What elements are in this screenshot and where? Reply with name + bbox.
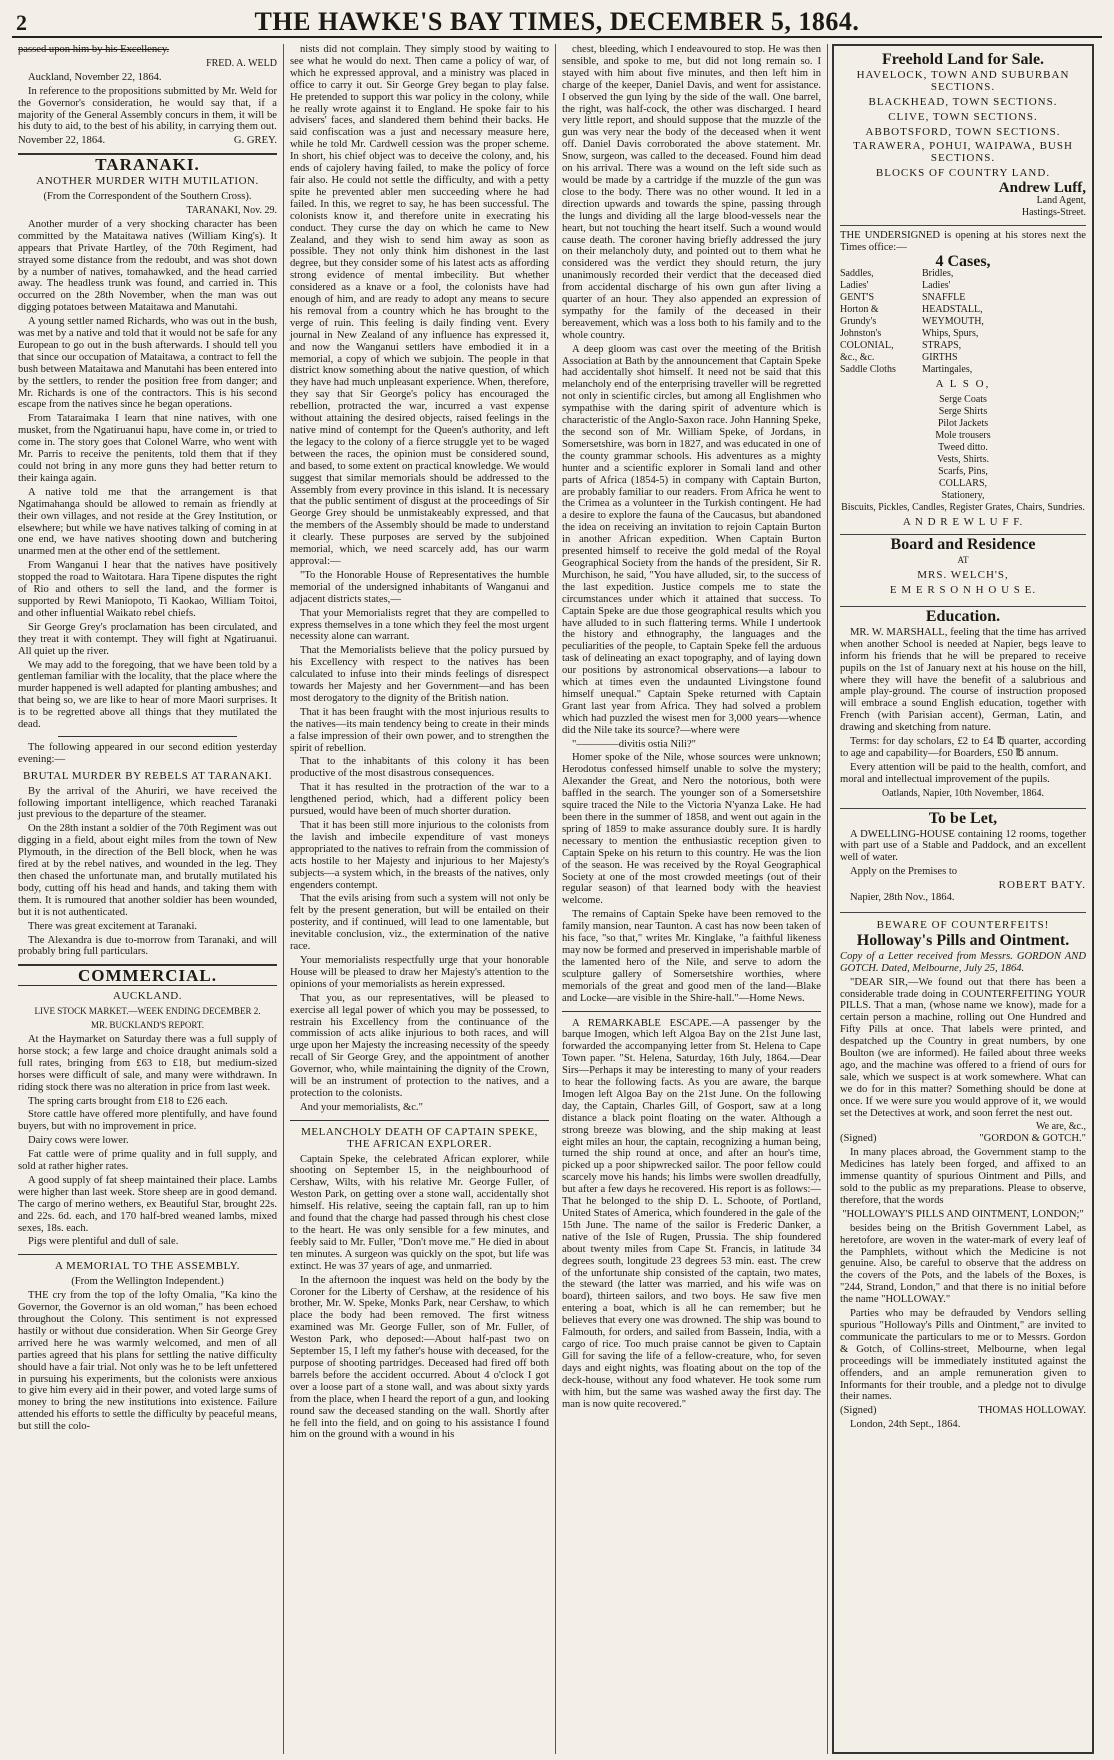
- paragraph: A young settler named Richards, who was out in the bush, was met by a native and told that it would not be safe for any European to go out in the bush afterwards. I should tell you that since our occupation of Mataitawa, a contract to fell the bush between Mataitawa and Manutahi has been entered into by the settlers, to render the position free from danger; and Mr. Richards is one of the contractors. This is his second escape from the natives since he began operations.: [18, 316, 277, 411]
- ad-line: ABBOTSFORD, TOWN SECTIONS.: [865, 125, 1061, 138]
- col1-top-place: Auckland, November 22, 1864.: [28, 71, 162, 83]
- board-house: E M E R S O N H O U S E.: [889, 584, 1037, 597]
- stores-also: A L S O,: [935, 377, 991, 390]
- paragraph: That you, as our representatives, will be pleased to exercise all legal power of which you may be possessed, to restrain his Excellency from the continuance of the commission of acts alike injurious to both races, and will urge upon her Majesty the increasing necessity of the speedy recall of Sir George Grey, and the appointment of another Governor, who, while maintaining the dignity of the Crown, will be an instrument of protection to the natives, and a protection to the colonists.: [290, 992, 549, 1099]
- remarkable-escape-article: [562, 1018, 821, 1411]
- paragraph: And your memorialists, &c.": [300, 1101, 423, 1113]
- paragraph: From Tataraimaka I learn that nine natives, with one musket, from the Ngatiruanui hapu, have come in, or tried to come in. The story goes that Colonel Warre, who went with Mr. Parris to receive the penitents, told them that if they could not bring in any more guns they had better return to their kainga again.: [18, 413, 277, 484]
- goods-item: [1004, 352, 1086, 364]
- paragraph: chest, bleeding, which I endeavoured to stop. He was then sensible, and spoke to me, but did not long remain so. I stayed with him about five minutes, and then left him in charge of the keeper, Daniel Davis, and went for assistance. I observed the gun lying by the side of the wall. One barrel, the right, was half-cock, the other was discharged. I heard very little report, and should suppose that the muzzle of the gun was very near the body of the deceased when it went off. Daniel Davis corroborated the above statement. Mr. Snow, surgeon, was called to the deceased. Found him dead on his arrival. There was a wound on the left side such as would be made by a cartridge if the muzzle of the gun was close to the body. There was no other wound. It led in a direction upwards and towards the spine, passing through the lungs and dividing all the large blood-vessels near the heart, but not touching the heart itself. Such a wound would cause death. The coroner having briefly addressed the jury on their melancholy duty, and pointed out to them what he considered was the verdict they should return, the jury unanimously recorded their verdict that the deceased died from accidental discharge of his own gun after living a quarter of an hour. They also appended an expression of sympathy for the family of the deceased in their bereavement, which was a loss both to his family and to the whole country.: [562, 44, 821, 341]
- holloway-copy: Copy of a Letter received from Messrs. GORDON AND GOTCH. Dated, Melbourne, July 25, 1864.: [840, 950, 1086, 974]
- goods-item: Ladies': [922, 279, 951, 291]
- goods-also-item: Vests, Shirts.: [937, 453, 989, 465]
- ad-line: BLACKHEAD, TOWN SECTIONS.: [868, 95, 1058, 108]
- board-title: Board and Residence: [890, 536, 1036, 554]
- paragraph: "————divitis ostia Nili?": [572, 738, 697, 750]
- freehold-signature: Andrew Luff,: [998, 180, 1086, 197]
- memorial-source: (From the Wellington Independent.): [71, 1276, 224, 1288]
- paragraph: That the evils arising from such a system will not only be felt by the present generation, but will be entailed on their posterity, and if continued, will lead to one lamentable, but inevitable conclusion, viz., the extermination of the native race.: [290, 893, 549, 953]
- goods-item: Johnston's: [840, 327, 882, 339]
- paragraph: That it has been still more injurious to the colonists from the lavish and imbecile expenditure of vast moneys appropriated to the natives to refrain from the commission of acts hostile to her Majesty and injurious to her Majesty's subjects—a system which, in the breasts of the natives, only engenders contempt.: [290, 820, 549, 891]
- advertisements-column: [832, 44, 1094, 1754]
- paragraph: A native told me that the arrangement is that Ngatimahanga should be allowed to remain as friendly at their own villages, and not reside at the Grey Institution, or elsewhere; but while we have natives talking of coming in at one end, we have natives shooting down and butchering unarmed men at the other end of the settlement.: [18, 486, 277, 558]
- paragraph: The remains of Captain Speke have been removed to the family mansion, near Taunton. A cast has now been taken of his face, "so that," writes Mr. Kinglake, "a faithful likeness may now be formed and preserved in imperishable marble of the lamented hero of the Nile, and serve to adorn the sculpture gallery of Somersetshire worthies, where memorials of the great and good men of the land—Blake and Locke—are visible in the Shire-hall."—Home News.: [562, 909, 821, 1004]
- stores-cases: 4 Cases,: [935, 252, 991, 270]
- to-let-name: ROBERT BATY.: [998, 879, 1086, 892]
- paragraph: That to the inhabitants of this colony it has been productive of the most disastrous consequences.: [290, 756, 549, 780]
- paragraph: A good supply of fat sheep maintained their place. Lambs were higher than last week. Store sheep are in good demand. The cargo of merino wethers, ex Beautiful Star, brought 22s. and 22s. 6d. each, and 170 half-bred weaned lambs, mixed sexes, 18s. each.: [18, 1174, 277, 1234]
- goods-also-item: Tweed ditto.: [938, 441, 988, 453]
- paragraph: By the arrival of the Ahuriri, we have received the following important intelligence, which reached Taranaki just previous to the departure of the steamer.: [18, 785, 277, 821]
- holloway-body-3: Parties who may be defrauded by Vendors selling spurious "Holloway's Pills and Ointment," are invited to communicate the particulars to me or to Messrs. Gordon & Gotch, of Collins-street, Melbourne, when legal proceedings will be immediately instituted against the offenders, and an ample remuneration given to Informants for their trouble, and a pledge not to divulge their names.: [840, 1308, 1086, 1403]
- goods-item: COLONIAL,: [840, 339, 894, 351]
- ad-line: HAVELOCK, TOWN AND SUBURBAN SECTIONS.: [856, 68, 1070, 93]
- col1-top-signature: FRED. A. WELD: [206, 57, 277, 69]
- paragraph: MR. W. MARSHALL, feeling that the time has arrived when another School is needed at Napier, begs leave to inform his friends that he will be prepared to receive pupils on the 1st of January next at his house on the hill, where they will have the benefit of a salubrious and ample play-ground. The course of instruction proposed will embrace a sound English education, together with French (with Parisian accent), German, Latin, and drawing and sketching from nature.: [840, 626, 1086, 734]
- to-let-body: A DWELLING-HOUSE containing 12 rooms, together with part use of a Stable and Paddock, and an excellent well of water.: [840, 828, 1086, 864]
- holloway-sig-label: (Signed): [840, 1405, 877, 1417]
- ad-line: BLOCKS OF COUNTRY LAND.: [875, 167, 1051, 180]
- goods-item: HEADSTALL,: [922, 303, 983, 315]
- holloway-letter: "DEAR SIR,—We found out that there has been a considerable trade doing in COUNTERFEITING YOUR PILLS. That a man, (whose name we know), made for a certain person a machine, rolling out One Hundred and Fifty Pills at once. That labels were printed, and despatched up the Country in great numbers, by one Boulton (we are informed). He failed about three weeks ago, and the machine was offered to a friend of ours for sale, which we suspect is at work somewhere. What can we do for in this matter? Something should be done at once. If we were sure you would approve of it, we would set the Detectives at work, and soon ferret the nest out.: [840, 976, 1086, 1119]
- goods-item: &c., &c.: [840, 351, 875, 363]
- murder-source: (From the Correspondent of the Southern Cross).: [43, 191, 252, 203]
- freehold-address: Hastings-Street.: [1021, 206, 1086, 218]
- goods-item: Bridles,: [922, 267, 954, 279]
- auckland-headline: AUCKLAND.: [113, 990, 182, 1003]
- col1-top-paragraph: In reference to the propositions submitted by Mr. Weld for the Governor's consideration, he would say that, if a majority of the General Assembly concurs in them, it will be his duty to aid, to the best of his ability, in carrying them out.: [18, 85, 277, 133]
- goods-item: [1004, 304, 1086, 316]
- brutal-murder-article: [18, 786, 277, 959]
- paragraph: The Alexandra is due to-morrow from Taranaki, and will probably bring full particulars.: [18, 934, 277, 958]
- paragraph: Homer spoke of the Nile, whose sources were unknown; Herodotus confessed himself unable to solve the mystery; Alexander the Great, and Nero the notorious, both were baffled in the search. The younger son of a Somersetshire squire traced the Nile to the Victoria N'yanza Lake. He had been there in the summer of 1858, and went out again in the spring of 1859 to make assurance doubly sure. It is hardly necessary to mention the enthusiastic reception given to Captain Speke on his return to this country. He was the lion of the season. He was received by the Royal Geographical Society at one of the most crowded meetings (out of their regular season) of that learned body with the heaviest welcome.: [562, 752, 821, 907]
- goods-item: GENT'S: [840, 291, 875, 303]
- paragraph: Terms: for day scholars, £2 to £4 ℔ quarter, according to age and capability—for Boarders, £50 ℔ annum.: [840, 736, 1086, 759]
- beware-line: BEWARE OF COUNTERFEITS!: [876, 918, 1050, 931]
- holloway-signed-label: (Signed): [840, 1133, 877, 1145]
- goods-item: Grundy's: [840, 315, 877, 327]
- col1-top-signature-2: G. GREY.: [233, 135, 277, 147]
- paragraph: There was great excitement at Taranaki.: [28, 920, 198, 932]
- paragraph: That it has resulted in the protraction of the war to a lengthened period, which, had a different policy been pursued, would have been of much shorter duration.: [290, 782, 549, 818]
- goods-also-item: Serge Shirts: [938, 405, 988, 417]
- goods-also-item: Stationery,: [941, 489, 985, 501]
- goods-also-item: Mole trousers: [935, 429, 991, 441]
- education-ad: [840, 607, 1086, 809]
- goods-item: WEYMOUTH,: [922, 315, 984, 327]
- holloway-regards: We are, &c.,: [1036, 1121, 1086, 1133]
- paragraph: Dairy cows were lower.: [28, 1135, 129, 1147]
- murder-dateline: TARANAKI, Nov. 29.: [186, 204, 277, 216]
- memorial-headline: A MEMORIAL TO THE ASSEMBLY.: [54, 1260, 241, 1273]
- paragraph: nists did not complain. They simply stood by waiting to see what he would do next. Then came a policy of war, of which he expressed approval, and a ministry was placed in office to carry it out. Sir George Grey began to play false. He pretended to support this war policy in the colony, while he really wrote against it to England. He spoke fair to his advisers' faces, and slandered them behind their backs. He said confiscation was a just and necessary measure here, while he told Mr. Cardwell cession was the proper scheme. In short, his chief object was to deceive the colony, and, his ends of cajolery having failed, to make the policy of force fair also. He could not settle the difficulty, and with a petty spite he prevented abler men succeeding where he had failed. In this, we regret to say, he has been successful. The colonists know it, and therefore unite in execrating his conduct. They curse the day on which he came to New Zealand, and they wish to send him away as soon as possible. They not only think him dishonest in the last degree, but they consider some of his latest acts as affording strong evidence of mental imbecility. But whether considered as a knave or a fool, the colonists have had enough of him, and are ready to adopt any means to secure his removal from a country which he has brought to the verge of ruin. This feeling is daily finding vent. Every journal in New Zealand of any influence has expressed it, and now the Wanganui settlers have embodied it in a memorial, a copy of which we subjoin. The people in that district know something about the native question, of which they have had much unpleasant experience. When, therefore, they say that Sir George's policy has encouraged the rebellion, protracted the war, incurred a vast expense without attaining the desired objects, raised feelings in the native mind of contempt for the Queen's authority, and left the legacy to the colony of a fierce struggle yet to be waged between the races, the opinion must be considered sound, and based, to some extent on practical knowledge. We would suggest that similar memorials should be addressed to the Assembly from every province in this island. It is necessary that the public sentiment of disgust at the proceedings of Sir George Grey should be unmistakeably expressed, and that the members of the Assembly should be made to understand it clearly. These purposes are served by the subjoined memorial, which, we need scarcely add, has our warm approval:—: [290, 44, 549, 567]
- ad-line: CLIVE, TOWN SECTIONS.: [888, 110, 1038, 123]
- stores-ad: [840, 226, 1086, 536]
- paragraph: That your Memorialists regret that they are compelled to express themselves in a tone which they feel the most urgent necessity alone can warrant.: [290, 607, 549, 643]
- speke-headline: MELANCHOLY DEATH OF CAPTAIN SPEKE, THE AFRICAN EXPLORER.: [301, 1125, 538, 1150]
- col1-top-date: November 22, 1864.: [18, 135, 106, 147]
- board-at: AT: [957, 555, 969, 566]
- paragraph: Another murder of a very shocking character has been committed by the Mataitawa natives (William King's). It appears that Private Hartley, of the 70th Regiment, had strayed some distance from the redoubt, and was shot down by a number of natives, tomahawked, and the head carried away. The headless trunk was found, and carried in. This occurred on the 28th November, when the man was out digging potatoes between Mataitawa and Manutahi.: [18, 218, 277, 314]
- holloway-signature-row: [840, 1133, 1086, 1145]
- holloway-sig-name: THOMAS HOLLOWAY.: [978, 1405, 1086, 1417]
- paragraph: Fat cattle were of prime quality and in full supply, and sold at rather higher rates.: [18, 1149, 277, 1173]
- to-let-ad: [840, 809, 1086, 913]
- paragraph: That it has been fraught with the most injurious results to the natives—its main tendency being to create in their minds a false impression of their own power, and to strengthen the spirit of rebellion.: [290, 706, 549, 754]
- goods-also-item: Biscuits, Pickles, Candles, Register Grates, Chairs, Sundries.: [841, 501, 1085, 513]
- stores-signature: A N D R E W L U F F.: [902, 515, 1024, 528]
- paragraph: Store cattle have offered more plentifully, and have found buyers, but with no improvement in price.: [18, 1109, 277, 1133]
- ad-line: TARAWERA, POHUI, WAIPAWA, BUSH SECTIONS.: [853, 140, 1073, 165]
- second-edition-intro: The following appeared in our second edition yesterday evening:—: [18, 741, 277, 765]
- goods-item: [1004, 280, 1086, 292]
- paragraph: Captain Speke, the celebrated African explorer, while shooting on September 15, in the neighbourhood of Cershaw, Wilts, with his relative Mr. George Fuller, of Weston Park, on getting over a stone wall, accidentally shot himself. His relative, seeing the captain fall, ran up to him and found that the charge had passed through his chest close to the heart. He was only sensible for a few minutes, and feebly said to Mr. Fuller, "Don't move me." He died in about ten minutes. A surgeon was quickly on the spot, but life was extinct. He was 37 years of age, and unmarried.: [290, 1153, 549, 1272]
- goods-item: Horton &: [840, 303, 879, 315]
- goods-item: [1004, 268, 1086, 280]
- holloway-title: Holloway's Pills and Ointment.: [856, 931, 1070, 949]
- paragraph: In the afternoon the inquest was held on the body by the Coroner for the Liberty of Cershaw, at the residence of his brother, Mr. W. Speke, Monks Park, near Cershaw, to which place the body had been removed. The first witness examined was Mr. George Fuller, son of Mr. Fuller, of Weston Park, who deposed:—About half-past two on September 15, I left my father's house with deceased, for the purpose of shooting partridges. Deceased had fired off both barrels before the accident occurred. About 4 o'clock I got over a loose part of a stone wall, and was about sixty yards from the place, when I heard the report of a gun, and looking round saw the deceased standing on the wall. Shortly after he fell into the field, and on going to his assistance I found him on the ground with a wound in his: [290, 1274, 549, 1441]
- speke-continued: [562, 44, 821, 1005]
- goods-also-item: Pilot Jackets: [937, 417, 989, 429]
- goods-item: Martingales,: [922, 363, 973, 375]
- goods-item: [1004, 340, 1086, 352]
- taranaki-title: TARANAKI.: [18, 153, 277, 171]
- holloway-final-signature: [840, 1405, 1086, 1417]
- paragraph: The spring carts brought from £18 to £26 each.: [28, 1095, 228, 1107]
- paragraph: We may add to the foregoing, that we have been told by a gentleman familiar with the locality, that the place where the murder happened is well adapted for planting ambushes; and that being so, we are like to hear of more Maori surprises. It is to be regretted above all things that they mutilated the dead.: [18, 659, 277, 731]
- paragraph: Sir George Grey's proclamation has been circulated, and they treat it with contempt. They will fight at Ngatiruanui. All quiet up the river.: [18, 621, 277, 657]
- livestock-headline: LIVE STOCK MARKET.—WEEK ENDING DECEMBER 2.: [34, 1006, 261, 1017]
- holloway-sig-date: London, 24th Sept., 1864.: [850, 1419, 961, 1431]
- goods-item: Saddles,: [840, 267, 874, 279]
- freehold-title: Freehold Land for Sale.: [881, 51, 1045, 68]
- freehold-role: Land Agent,: [1036, 195, 1086, 207]
- holloway-quote: "HOLLOWAY'S PILLS AND OINTMENT, LONDON;": [842, 1208, 1084, 1220]
- column-2: [284, 44, 556, 1754]
- paragraph: At the Haymarket on Saturday there was a full supply of horse stock; a few large and choice draught animals sold a full rates, bringing from £63 to £18, but medium-sized horses were difficult of sale, and many were withdrawn. In riding stock there was no alteration in price from last week.: [18, 1033, 277, 1093]
- holloway-ad: [840, 913, 1086, 1439]
- board-residence-ad: [840, 535, 1086, 607]
- goods-also-item: Scarfs, Pins,: [938, 465, 988, 477]
- col1-top-footer: [18, 135, 277, 147]
- paragraph: "To the Honorable House of Representatives the humble memorial of the undersigned inhabitants of Wanganui and adjacent districts states,—: [290, 569, 549, 605]
- col1-top-line: passed upon him by his Excellency.: [18, 44, 170, 55]
- goods-item: [1004, 328, 1086, 340]
- paragraph: Your memorialists respectfully urge that your honorable House will be pleased to draw her Majesty's attention to the opinions of your memorialists as herein expressed.: [290, 954, 549, 990]
- freehold-lines: [840, 70, 1086, 180]
- goods-item: [1004, 364, 1086, 376]
- divider: [562, 1011, 821, 1012]
- education-title: Education.: [925, 608, 1001, 626]
- goods-item: [1004, 316, 1086, 328]
- goods-also-item: Serge Coats: [939, 393, 987, 405]
- goods-item: Ladies': [840, 279, 869, 291]
- goods-grid: [840, 268, 1086, 376]
- holloway-body: In many places abroad, the Government stamp to the Medicines has lately been forged, and affixed to an immense quantity of spurious Ointment and Pills, and sold to the public as my preparations. Please to observe, therefore, that the words: [840, 1147, 1086, 1206]
- to-let-date: Napier, 28th Nov., 1864.: [850, 892, 955, 904]
- to-let-title: To be Let,: [928, 809, 998, 827]
- divider: [18, 1254, 277, 1255]
- paragraph: Every attention will be paid to the health, comfort, and moral and intellectual improvement of the pupils.: [840, 761, 1086, 785]
- to-let-apply: Apply on the Premises to: [850, 866, 958, 878]
- goods-item: GIRTHS: [922, 351, 958, 363]
- board-name: MRS. WELCH'S,: [917, 569, 1009, 582]
- speke-article: [290, 1154, 549, 1442]
- goods-also-item: COLLARS,: [938, 477, 988, 489]
- memorial-continued: [290, 44, 549, 1114]
- paragraph: A deep gloom was cast over the meeting of the British Association at Bath by the announcement that Captain Speke had accidentally shot himself. It need not be said that this melancholy end of the enterprising traveller will be regretted not only in scientific circles, but among all Englishmen who sympathise with the daring spirit of adventure which is characteristic of the Anglo-Saxon race. John Hanning Speke, the second son of Mr. William Speke, of Jordans, in Somersetshire, was born in 1827, and was educated in one of the county grammar schools. His adventures as a mighty hunter and a scientific explorer in Somali land and other parts of Africa (1854-5) in company with Captain Burton, are probably familiar to our readers. From Africa he went to the Crimea as a volunteer in the Turkish contingent. He had a desire to explore the fauna of the Caucasus, but abandoned the idea on receiving an invitation to rejoin Captain Burton in another African expedition. When Captain Burton presented himself to receive the gold medal of the Royal Geographical Society from the hands of the president, Sir R. Murchison, he said, "You have alluded, sir, to the success of the last expedition. Justice compels me to state the circumstances under which it attained that success. To Captain Speke are due those geographical results which you have alluded to in such flattering terms. While I undertook the history and ethnography, the languages and the peculiarities of the people, to Captain Speke fell the arduous task of delineating an exact topography, and of laying down our positions by astronomical observations—a labour to which at times even the undaunted Livingstone found himself unequal." Captain Speke returned with Captain Grant last year from Africa. They had solved a problem which had puzzled the wisest men for 3,000 years—whence did the Nile take its source?—where were: [562, 343, 821, 736]
- column-3: [556, 44, 828, 1754]
- paragraph: On the 28th instant a soldier of the 70th Regiment was out digging in a field, about eight miles from the town of New Plymouth, in the direction of the Bell block, when he was fired at by the rebel natives, and wounded in the leg. They then chased the unfortunate man, and brutally mutilated his body, cutting off his head and hands, and taking them with them. It is rumoured that another soldier has been wounded, but it is not authenticated.: [18, 823, 277, 918]
- stores-intro: THE UNDERSIGNED is opening at his stores next the Times office:—: [840, 229, 1086, 253]
- column-1: [12, 44, 284, 1754]
- goods-item: Whips, Spurs,: [922, 327, 979, 339]
- divider: [58, 736, 237, 737]
- page-number: 2: [16, 10, 27, 35]
- brutal-murder-headline: BRUTAL MURDER BY REBELS AT TARANAKI.: [22, 769, 273, 782]
- holloway-signer: "GORDON & GOTCH.": [979, 1133, 1086, 1145]
- commercial-title: COMMERCIAL.: [18, 964, 277, 986]
- goods-item: SNAFFLE: [922, 291, 966, 303]
- commercial-article: [18, 1034, 277, 1248]
- goods-item: [1004, 292, 1086, 304]
- murder-article: [18, 219, 277, 731]
- murder-headline: ANOTHER MURDER WITH MUTILATION.: [36, 175, 259, 188]
- goods-item: STRAPS,: [922, 339, 962, 351]
- goods-item: Saddle Cloths: [840, 363, 896, 375]
- education-date: Oatlands, Napier, 10th November, 1864.: [882, 787, 1044, 799]
- goods-also-list: [840, 394, 1086, 514]
- education-body: [840, 627, 1086, 786]
- holloway-body-2: besides being on the British Government Label, as heretofore, are woven in the water-mark of every leaf of the Pamphlets, without which the Medicine is not genuine. Also, be careful to observe that the address on the covers of the Pots, and the labels of the Boxes, is "244, Strand, London," and that there is no initial before the name "HOLLOWAY.": [840, 1222, 1086, 1306]
- report-headline: MR. BUCKLAND'S REPORT.: [91, 1020, 204, 1031]
- columns: [12, 44, 1102, 1754]
- divider: [290, 1120, 549, 1121]
- paragraph: From Wanganui I hear that the natives have positively stopped the road to Waitotara. Hara Tipene disputes the right of Rio and others to sell the land, and the former is supported by Rewi Maniopoto, Ti Kaokao, William Toitoi, and other influential Waikato rebel chiefs.: [18, 560, 277, 619]
- masthead: [12, 8, 1102, 38]
- paragraph: A REMARKABLE ESCAPE.—A passenger by the barque Imogen, which left Algoa Bay on the 21st June last, forwarded the accompanying letter from St. Helena to Cape Town paper. "St. Helena, Saturday, 16th July, 1864.—Dear Sirs—Perhaps it may be interesting to many of your readers to hear the following facts. As you are aware, the barque Imogen left Algoa Bay on the 21st June. On the following day, the Captain, Charles Gill, of Gosport, saw at a long distance a black point floating on the water. Although a strong breeze was blowing, and the ship making at least eight miles an hour, the captain, recognizing a human being, turned the ship round at once, and after an hour's time, picked up a poor shipwrecked sailor. The poor fellow could scarcely move his hands; his limbs were swollen dreadfully, but after a few days he recovered. His report is as follows:—That he belonged to the ship D. L. Schoote, of Portland, United States of America, which foundered in the gale of the 15th June. The name of the sailor is Frederic Danker, a native of the Isle of Rugen, Prussia. The ship foundered about twenty miles from Cape St. Francis, in latitude 34 degrees south, longitude 23 degrees 53 min. east. The crew of the unfortunate ship consisted of the captain, two mates, the steward (the latter was married, and his wife was on board), thirteen sailors, and two boys. He saw five men entering a boat, which is all he can remember; but he believes that every one was drowned. The ship was bound to Falmouth, for orders, and sailed from Bassein, India, with a cargo of rice. Too much praise cannot be given to Captain Gill for saving the life of a fellow-creature, who, for seven days and eight nights, was floating about on the top of the deck-house, without any food whatever. He took some rum with him, but the same was washed away the first day. The man is now quite recovered.": [562, 1017, 821, 1410]
- paragraph: THE cry from the top of the lofty Omalia, "Ka kino the Governor, the Governor is an old woman," has been echoed throughout the Colony. This sentiment is not expressed hastily or without due consideration. When Sir George Grey arrived here he was warmly welcomed, and men of all parties agreed that his plans for settling the native difficulty should have a fair trial. Not only was he to be left unfettered in pursuing his experiments, but the colonists were anxious to give him every aid in their power, and voted large sums of money to bring the new institutions into existence. Failure attended his efforts to settle the difficulty by peaceful means, but still the colo-: [18, 1290, 277, 1433]
- masthead-title: THE HAWKE'S BAY TIMES, DECEMBER 5, 1864.: [254, 7, 860, 36]
- memorial-article: [18, 1290, 277, 1433]
- paragraph: Pigs were plentiful and dull of sale.: [28, 1236, 179, 1248]
- paragraph: That the Memorialists believe that the policy pursued by his Excellency with respect to the natives has been calculated to infuse into their minds feelings of disrespect towards her Majesty and her Government—and has been most derogatory to the dignity of the British nation.: [290, 645, 549, 704]
- freehold-land-ad: [840, 50, 1086, 226]
